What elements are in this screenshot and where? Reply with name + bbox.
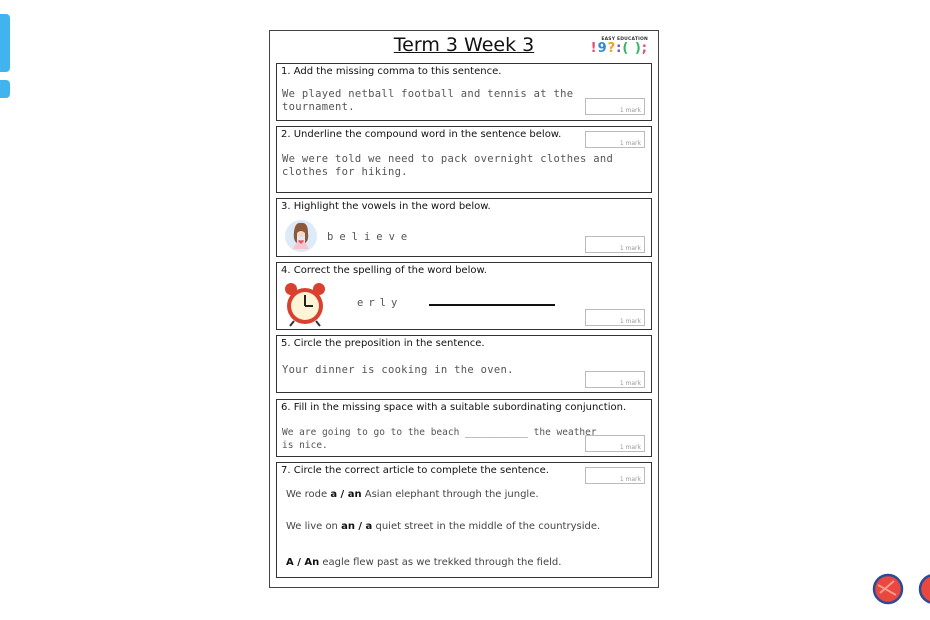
answer-line: clothes for hiking. [282,166,408,178]
question-3 [276,198,652,257]
answer-line: is nice. [282,440,328,451]
mark-box[interactable]: 1 mark [585,309,645,326]
question-label: 1. Add the missing comma to this sentence. [281,66,502,77]
answer-line: We are going to go to the beach ___________ the weather [282,427,597,438]
answer-line: tournament. [282,101,355,113]
question-label: 2. Underline the compound word in the sentence below. [281,129,562,140]
brand-logo [590,37,648,55]
question-label: 3. Highlight the vowels in the word below. [281,201,491,212]
question-label: 4. Correct the spelling of the word below. [281,265,487,276]
mark-box[interactable]: 1 mark [585,131,645,148]
article-choice[interactable]: a / an [330,489,362,500]
mark-box[interactable]: 1 mark [585,236,645,253]
question-2 [276,126,652,193]
answer-line[interactable] [429,304,555,306]
alarm-clock-icon [283,281,327,327]
question-7 [276,462,652,578]
brand-name: EASY EDUCATION [601,37,648,42]
target-word: believe [327,231,414,243]
worksheet-title: Term 3 Week 3 [393,34,535,56]
question-label: 5. Circle the preposition in the sentence. [281,338,485,349]
article-choice[interactable]: an / a [341,521,373,532]
exclamation-decoration-icon [0,14,10,100]
answer-line: We were told we need to pack overnight clothes and [282,153,614,165]
red-circle-decoration-icon [918,573,930,605]
article-sentence: A / An eagle flew past as we trekked through the field. [286,557,562,568]
article-sentence: We rode a / an Asian elephant through the jungle. [286,489,539,500]
misspelled-word: erly [357,297,403,309]
answer-line: We played netball football and tennis at the [282,88,574,100]
article-sentence: We live on an / a quiet street in the middle of the countryside. [286,521,601,532]
question-1 [276,63,652,121]
mark-box[interactable]: 1 mark [585,371,645,388]
question-label: 6. Fill in the missing space with a suitable subordinating conjunction. [281,402,627,413]
red-circle-decoration-icon [872,573,904,605]
worksheet [269,30,659,588]
question-label: 7. Circle the correct article to complete the sentence. [281,465,549,476]
mark-box[interactable]: 1 mark [585,98,645,115]
mark-box[interactable]: 1 mark [585,435,645,452]
question-4 [276,262,652,330]
mark-box[interactable]: 1 mark [585,467,645,484]
answer-line: Your dinner is cooking in the oven. [282,364,514,376]
article-choice[interactable]: A / An [286,557,320,568]
question-5 [276,335,652,393]
brand-symbols: !9?:( ); [590,41,648,56]
girl-with-heart-icon [283,219,319,253]
question-6 [276,399,652,457]
